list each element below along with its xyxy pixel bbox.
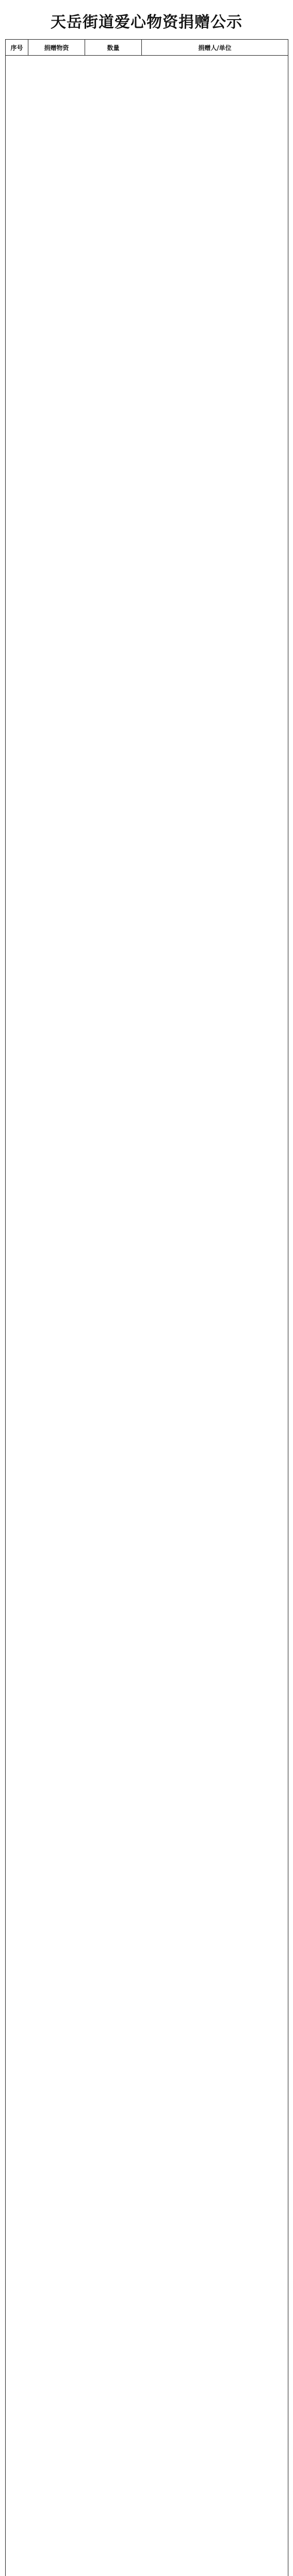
table-body-placeholder-row (6, 56, 288, 2576)
table-header-row (6, 40, 288, 56)
donation-table (5, 39, 288, 2576)
table-body-placeholder (6, 56, 288, 2576)
column-header-quantity: 数量 (85, 40, 142, 56)
page-title: 天岳街道爱心物资捐赠公示 (51, 13, 242, 31)
column-header-donor: 捐赠人/单位 (142, 40, 288, 56)
column-header-item: 捐赠物资 (28, 40, 85, 56)
column-header-number: 序号 (6, 40, 28, 56)
